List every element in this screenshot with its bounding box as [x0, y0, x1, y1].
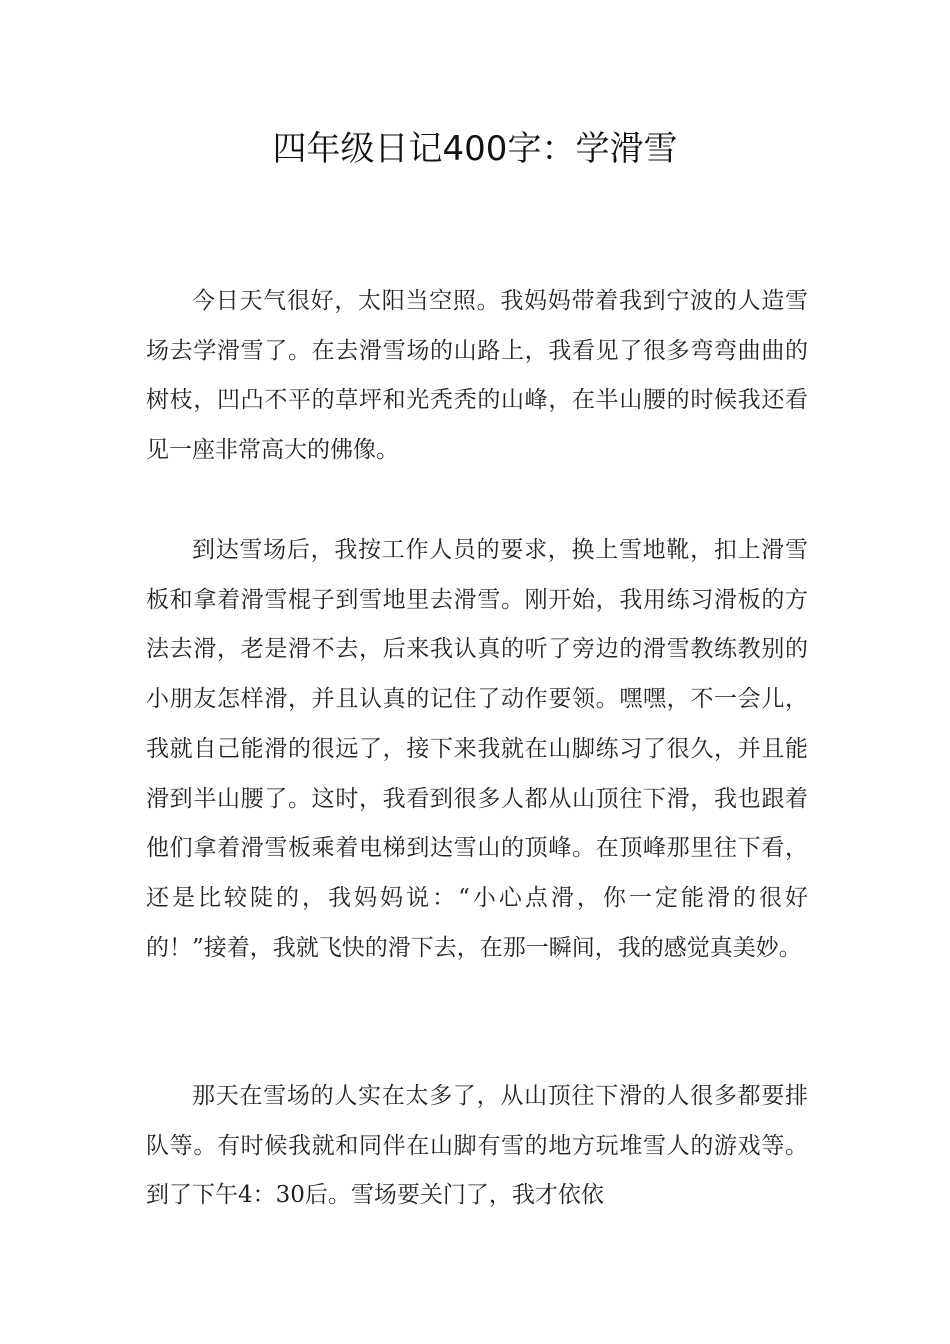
document-title: 四年级日记400字：学滑雪 — [272, 129, 678, 169]
paragraph-3: 那天在雪场的人实在太多了，从山顶往下滑的人很多都要排队等。有时候我就和同伴在山脚有雪的地方玩堆雪人的游戏等。到了下午4：30后。雪场要关门了，我才依依 — [146, 1083, 808, 1209]
paragraph-2: 到达雪场后，我按工作人员的要求，换上雪地靴，扣上滑雪板和拿着滑雪棍子到雪地里去滑雪。刚开始，我用练习滑板的方法去滑，老是滑不去，后来我认真的听了旁边的滑雪教练教别的小朋友怎样滑，并且认真的记住了动作要领。嘿嘿，不一会儿，我就自己能滑的很远了，接下来我就在山脚练习了很久，并且能滑到半山腰了。这时，我看到很多人都从山顶往下滑，我也跟着他们拿着滑雪板乘着电梯到达雪山的顶峰。在顶峰那里往下看，还是比较陡的，我妈妈说：“小心点滑，你一定能滑的很好的！”接着，我就飞快的滑下去，在那一瞬间，我的感觉真美妙。 — [146, 537, 808, 961]
paragraph-1: 今日天气很好，太阳当空照。我妈妈带着我到宁波的人造雪场去学滑雪了。在去滑雪场的山路上，我看见了很多弯弯曲曲的树枝，凹凸不平的草坪和光秃秃的山峰，在半山腰的时候我还看见一座非常高大的佛像。 — [146, 288, 808, 464]
